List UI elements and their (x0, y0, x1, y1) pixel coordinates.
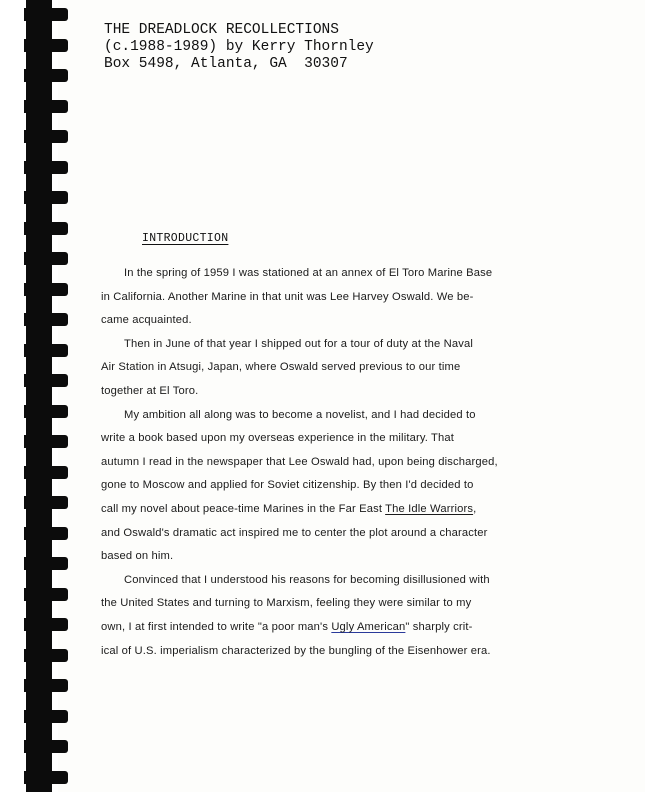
binding-tooth (24, 557, 68, 570)
binding-tooth (24, 313, 68, 326)
binding-tooth (24, 222, 68, 235)
text-line: autumn I read in the newspaper that Lee Oswald had, upon being discharged, (101, 455, 498, 468)
binding-tooth (24, 283, 68, 296)
text-line: in California. Another Marine in that unit was Lee Harvey Oswald. We be- (101, 290, 474, 303)
binding-tooth (24, 39, 68, 52)
binding-tooth (24, 588, 68, 601)
binding-tooth (24, 8, 68, 21)
document-date-author: (c.1988-1989) by Kerry Thornley (104, 39, 374, 55)
text-fragment: " sharply crit- (405, 620, 473, 633)
paragraph-4 (101, 569, 633, 663)
binding-tooth (24, 435, 68, 448)
binding-tooth (24, 252, 68, 265)
novel-title: The Idle Warriors (385, 502, 474, 515)
document-header (104, 22, 374, 73)
text-line: came acquainted. (101, 314, 192, 327)
text-line: Air Station in Atsugi, Japan, where Oswald served previous to our time (101, 361, 461, 374)
binding-tooth (24, 69, 68, 82)
document-title: THE DREADLOCK RECOLLECTIONS (104, 22, 339, 38)
binding-tooth (24, 405, 68, 418)
binding-tooth (24, 191, 68, 204)
document-body (101, 262, 633, 663)
book-title: Ugly American (331, 620, 406, 633)
binding-tooth (24, 374, 68, 387)
text-line: In the spring of 1959 I was stationed at an annex of El Toro Marine Base (124, 267, 493, 279)
binding-tooth (24, 527, 68, 540)
binding-tooth (24, 161, 68, 174)
text-line: My ambition all along was to become a novelist, and I had decided to (124, 408, 476, 421)
binding-tooth (24, 771, 68, 784)
paragraph-1 (101, 262, 633, 333)
text-line: gone to Moscow and applied for Soviet citizenship. By then I'd decided to (101, 479, 474, 492)
binding-tooth (24, 710, 68, 723)
text-line: write a book based upon my overseas experience in the military. That (101, 432, 455, 445)
binding-tooth (24, 344, 68, 357)
paragraph-2 (101, 333, 633, 404)
binding-tooth (24, 740, 68, 753)
binding-tooth (24, 649, 68, 662)
binding-tooth (24, 466, 68, 479)
binding-spine (26, 0, 52, 792)
text-fragment: call my novel about peace-time Marines in the Far East (101, 502, 386, 515)
text-line (101, 498, 633, 522)
paragraph-3 (101, 404, 633, 569)
text-line: based on him. (101, 550, 174, 563)
text-line: and Oswald's dramatic act inspired me to center the plot around a character (101, 526, 488, 539)
binding-tooth (24, 130, 68, 143)
text-fragment: own, I at first intended to write "a poor man's (101, 620, 332, 633)
text-line (101, 616, 633, 640)
binding-tooth (24, 679, 68, 692)
binding-tooth (24, 618, 68, 631)
binding-tooth (24, 100, 68, 113)
document-address: Box 5498, Atlanta, GA 30307 (104, 56, 348, 72)
comb-binding (0, 0, 58, 792)
text-line: ical of U.S. imperialism characterized by the bungling of the Eisenhower era. (101, 644, 491, 657)
text-line: Convinced that I understood his reasons for becoming disillusioned with (124, 573, 490, 586)
section-heading: INTRODUCTION (142, 232, 229, 245)
text-line: together at El Toro. (101, 384, 199, 397)
binding-tooth (24, 496, 68, 509)
text-line: the United States and turning to Marxism, feeling they were similar to my (101, 597, 472, 610)
text-line: Then in June of that year I shipped out for a tour of duty at the Naval (124, 337, 473, 350)
text-fragment: , (473, 502, 477, 515)
